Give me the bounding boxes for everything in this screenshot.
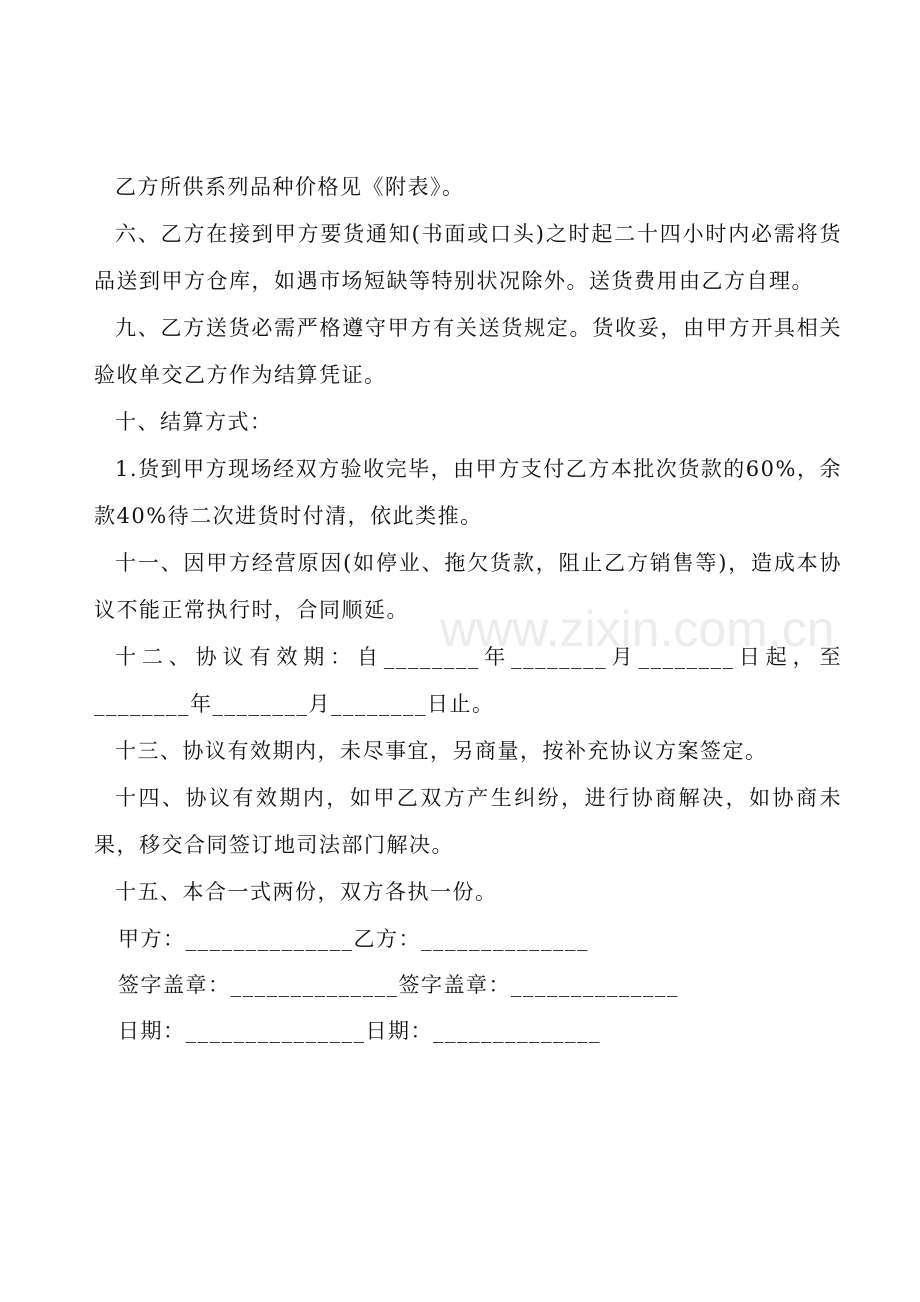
paragraph-clause-15: 十五、本合一式两份，双方各执一份。 [115,880,498,904]
paragraph-clause-6: 六、乙方在接到甲方要货通知(书面或口头)之时起二十四小时内必需将货品送到甲方仓库，如遇市场短缺等特别状况除外。送货费用由乙方自理。 [94,222,842,293]
paragraph-clause-10: 十、结算方式： [115,410,273,434]
paragraph-clause-13: 十三、协议有效期内，未尽事宜，另商量，按补充协议方案签定。 [115,739,768,763]
paragraph-clause-11: 十一、因甲方经营原因(如停业、拖欠货款，阻止乙方销售等)，造成本协议不能正常执行时，合同顺延。 [94,551,842,622]
watermark: www.zixin.com.cn [440,601,835,657]
paragraph-clause-14: 十四、协议有效期内，如甲乙双方产生纠纷，进行协商解决，如协商未果，移交合同签订地司法部门解决。 [94,786,842,857]
document-body [94,164,842,1054]
paragraph-price-list: 乙方所供系列品种价格见《附表》。 [115,175,465,199]
signature-party-line: 甲方：______________乙方：______________ [118,927,589,951]
paragraph-clause-12: 十二、协议有效期：自________年________月________日起，至________年________月________日止。 [94,645,842,716]
signature-seal-line: 签字盖章：______________签字盖章：______________ [118,973,679,997]
signature-date-line: 日期：_______________日期：______________ [118,1019,601,1043]
paragraph-clause-10-1: 1.货到甲方现场经双方验收完毕，由甲方支付乙方本批次货款的60%，余款40%待二次进货时付清，依此类推。 [94,457,842,528]
paragraph-clause-9: 九、乙方送货必需严格遵守甲方有关送货规定。货收妥，由甲方开具相关验收单交乙方作为结算凭证。 [94,316,842,387]
